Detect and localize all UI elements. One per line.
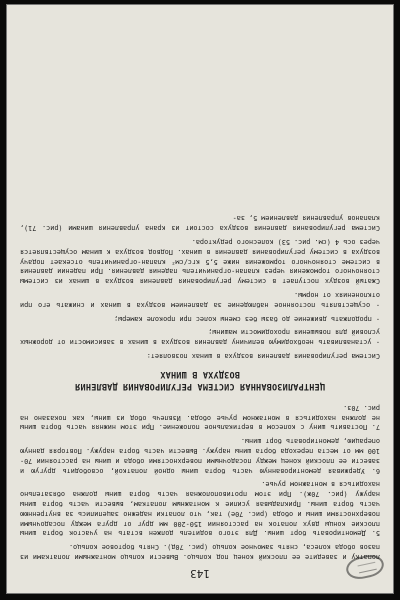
paragraph: 5. Демонтировать борт шины. Для этого водитель должен встать на участок борта шины плоские концы двух лопаток на расстоянии 150-200 мм друг от друга между посадочными поверхностями шины и обода (рис. 70е) так, что лопатки надежно зацепились за внутреннюю часть борта шины. Прикладывая усилие к монтажным лопаткам, вывести часть борта шины наружу (рис. 70ж). При этом противоположная часть борта шины должна обязательно находиться в монтажном ручье. <box>20 480 380 538</box>
paragraph: 7. Поставить шину с колесом в вертикальное положение. При этом нижняя часть борта шины не должна находиться в монтажном ручье обода. Извлечь обод из шины, как показано на рис. 70з. <box>20 403 380 432</box>
paragraph: - устанавливать необходимую величину давления воздуха в шинах в зависимости от дорожных условий для повышения проходимости машины; <box>20 328 380 347</box>
paragraph: 6. Удерживая демонтированную часть борта шины одной лопаткой, освободить другую и завести ее плоский конец между посадочными поверхностями обода и шины на расстоянии 70-100 мм от места перехода борта шины наружу. Вывести часть борта наружу. Повторяя данную операцию, демонтировать борт шины. <box>20 437 380 475</box>
paragraph: Система регулирования давления воздуха в шинах позволяет: <box>146 352 380 361</box>
section-heading <box>20 368 380 392</box>
scan-border-right <box>394 0 400 600</box>
page-number: 143 <box>190 567 210 580</box>
section-heading-line: ЦЕНТРАЛИЗОВАННАЯ СИСТЕМА РЕГУЛИРОВАНИЯ ДАВЛЕНИЯ <box>75 381 325 392</box>
paragraph: - осуществлять постоянное наблюдение за давлением воздуха в шинах и снижать его при отклонениях от нормы. <box>20 291 380 309</box>
paragraph: Сжатый воздух поступает в систему регулирования давления воздуха в шинах из системы стояночного торможения через клапан-ограничитель падения давления. При падении давления в системе стояночного торможения ниже 5,5 кгс/см² клапан-ограничитель отсекает подачу воздуха в систему регулирования давления в шинах. Подвод воздуха к шинам осуществляется через ось 4 (см. рис. 53) колесного редуктора. <box>20 238 380 286</box>
scanned-page <box>6 4 394 594</box>
section-heading-line: ВОЗДУХА В ШИНАХ <box>160 369 240 380</box>
paragraph: лопатку и заведите ее плоский конец под кольцо. Вывести кольцо монтажными лопатками из пазов обода колеса, снять замочное кольцо (рис. 70д). Снять бортовое кольцо. <box>20 543 380 561</box>
paragraph: - продолжать движение до базы без смены колес при проколе камеры; <box>114 314 380 323</box>
paragraph: Система регулирования давления воздуха состоит из крана управления шинами (рис. 71), клапанов управления давлением 5, за- <box>20 214 380 233</box>
scan-border-bottom <box>0 594 400 600</box>
